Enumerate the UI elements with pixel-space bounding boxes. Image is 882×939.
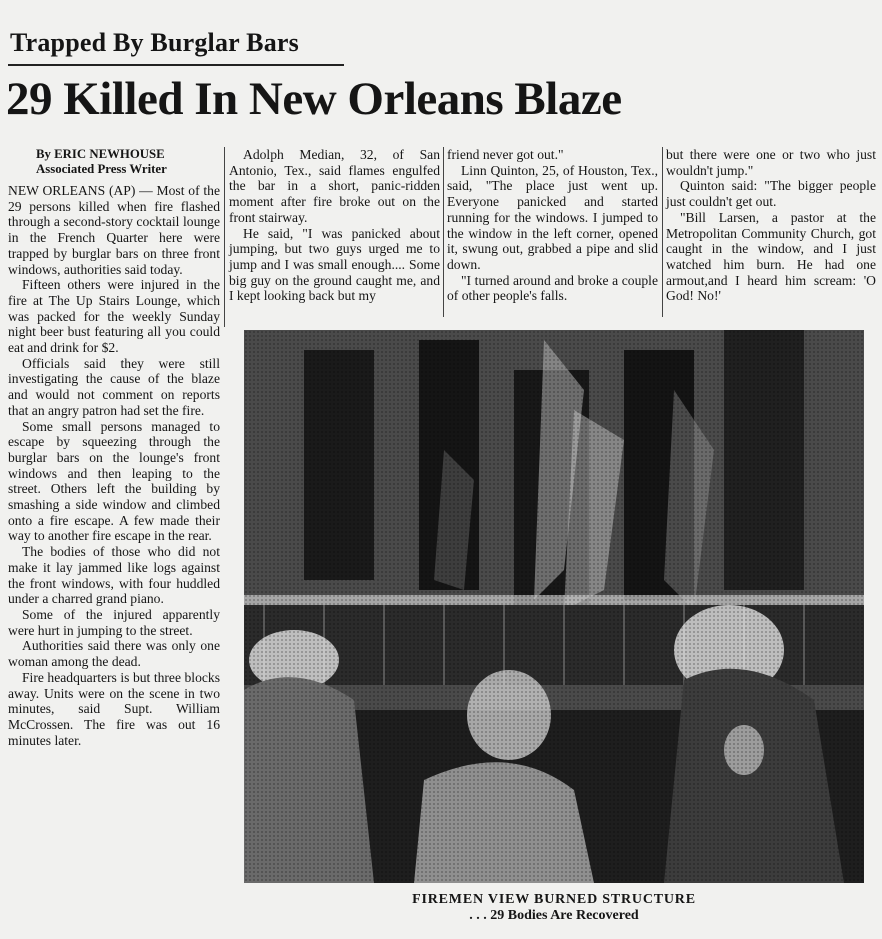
- column-divider: [443, 147, 444, 317]
- kicker-headline: Trapped By Burglar Bars: [10, 28, 299, 57]
- paragraph: NEW ORLEANS (AP) — Most of the 29 persons killed when fire flashed through a second-story cocktail lounge in the French Quarter here were trapped by burglar bars on three front windows, authorities said today.: [8, 183, 220, 277]
- paragraph: Authorities said there was only one woman among the dead.: [8, 638, 220, 670]
- paragraph: Some small persons managed to escape by squeezing through the burglar bars on the lounge's front windows and then leaping to the street. Others left the building by smashing a side window and climbed onto a fire escape. A few made their way to another fire escape in the rear.: [8, 418, 220, 544]
- paragraph: Fire headquarters is but three blocks away. Units were on the scene in two minutes, said Supt. William McCrossen. The fire was out 16 minutes later.: [8, 669, 220, 748]
- article-column-1: [8, 147, 220, 748]
- article-column-3: [447, 147, 658, 304]
- byline-title: Associated Press Writer: [36, 162, 167, 176]
- caption-subtitle: . . . 29 Bodies Are Recovered: [469, 908, 639, 923]
- article-column-4: [666, 147, 876, 304]
- paragraph: Officials said they were still investigating the cause of the blaze and would not comment on reports that an angry patron had set the fire.: [8, 355, 220, 418]
- paragraph: but there were one or two who just wouldn't jump.": [666, 147, 876, 178]
- paragraph: The bodies of those who did not make it lay jammed like logs against the front windows, with four huddled under a charred grand piano.: [8, 544, 220, 607]
- paragraph: Fifteen others were injured in the fire at The Up Stairs Lounge, which was packed for the weekly Sunday night beer bust featuring all you could eat and drink for $2.: [8, 277, 220, 356]
- paragraph: "I turned around and broke a couple of other people's falls.: [447, 272, 658, 304]
- paragraph: Linn Quinton, 25, of Houston, Tex., said, "The place just went up. Everyone panicked and started running for the windows. I jumped to the window in the left corner, opened it, swung out, grabbed a pipe and slid down.: [447, 162, 658, 272]
- photo-caption: [244, 892, 864, 924]
- byline-name: By ERIC NEWHOUSE: [36, 147, 165, 161]
- column-divider: [662, 147, 663, 317]
- column-divider: [224, 147, 225, 327]
- paragraph: Adolph Median, 32, of San Antonio, Tex., said flames engulfed the bar in a short, panic-ridden moment after fire broke out on the front stairway.: [229, 147, 440, 225]
- kicker-underline: [8, 64, 344, 66]
- article-column-2: [229, 147, 440, 304]
- paragraph: Some of the injured apparently were hurt in jumping to the street.: [8, 606, 220, 638]
- paragraph: Quinton said: "The bigger people just couldn't get out.: [666, 178, 876, 210]
- paragraph: friend never got out.": [447, 147, 564, 162]
- paragraph: He said, "I was panicked about jumping, but two guys urged me to jump and I was small enough.... Some big guy on the ground caught me, and I kept looking back but my: [229, 225, 440, 304]
- paragraph: "Bill Larsen, a pastor at the Metropolitan Community Church, got caught in the window, and I just watched him burn. He had one armout,and I heard him scream: 'O God! No!': [666, 209, 876, 304]
- caption-title: FIREMEN VIEW BURNED STRUCTURE: [412, 892, 696, 907]
- news-photo: [244, 330, 864, 883]
- main-headline: 29 Killed In New Orleans Blaze: [6, 73, 622, 125]
